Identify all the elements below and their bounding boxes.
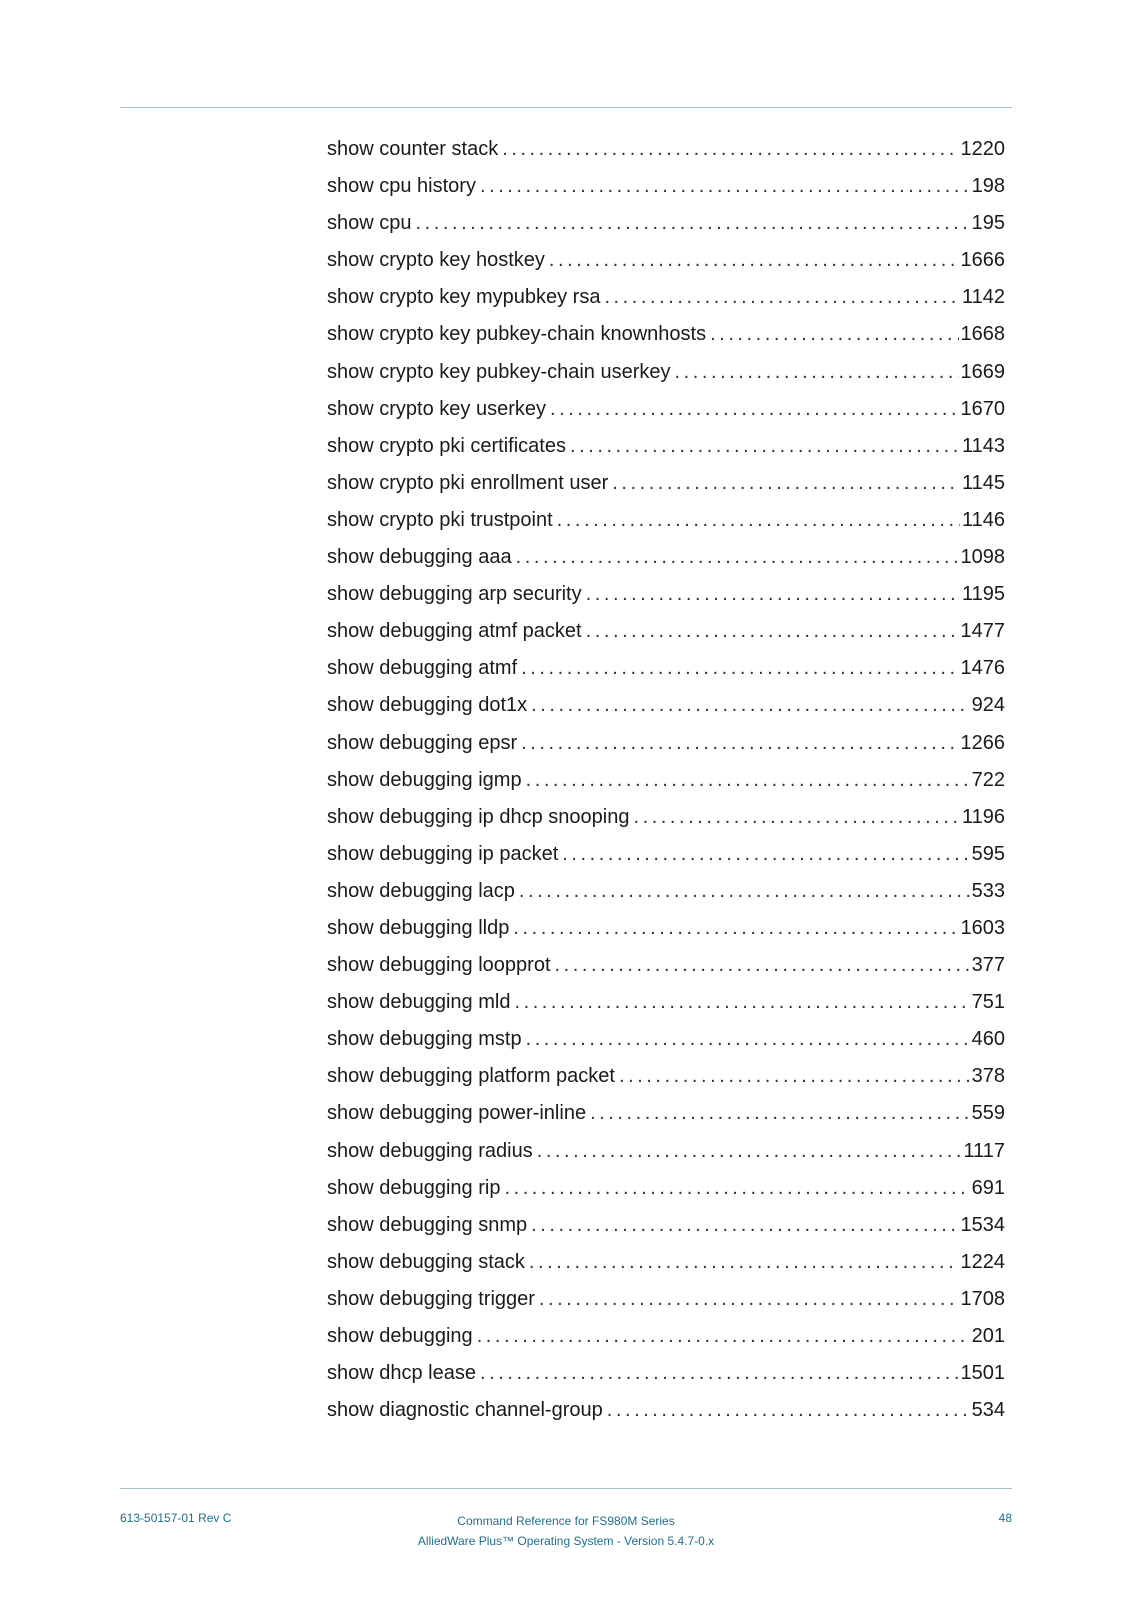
toc-entry-label: show debugging trigger <box>327 1287 535 1310</box>
toc-entry[interactable] <box>327 1392 1005 1429</box>
toc-entry[interactable] <box>327 1318 1005 1355</box>
toc-entry[interactable] <box>327 613 1005 650</box>
toc-dot-leader <box>514 984 969 1021</box>
toc-dot-leader <box>480 1355 959 1392</box>
toc-entry[interactable] <box>327 1244 1005 1281</box>
toc-entry[interactable] <box>327 205 1005 242</box>
toc-entry-page-number: 924 <box>971 694 1005 717</box>
toc-entry[interactable] <box>327 539 1005 576</box>
toc-dot-leader <box>521 725 958 762</box>
toc-entry[interactable] <box>327 947 1005 984</box>
toc-entry[interactable] <box>327 1170 1005 1207</box>
toc-dot-leader <box>480 168 970 205</box>
toc-entry[interactable] <box>327 984 1005 1021</box>
toc-dot-leader <box>519 873 970 910</box>
toc-entry-page-number: 1668 <box>960 323 1005 346</box>
toc-entry[interactable] <box>327 873 1005 910</box>
toc-dot-leader <box>619 1058 970 1095</box>
toc-dot-leader <box>612 465 960 502</box>
toc-entry-label: show debugging epsr <box>327 731 518 754</box>
toc-entry[interactable] <box>327 354 1005 391</box>
toc-entry-page-number: 722 <box>971 768 1005 791</box>
toc-entry[interactable] <box>327 279 1005 316</box>
toc-entry[interactable] <box>327 799 1005 836</box>
toc-entry-label: show debugging platform packet <box>327 1065 615 1088</box>
footer-title-line1: Command Reference for FS980M Series <box>457 1514 675 1528</box>
toc-dot-leader <box>502 131 958 168</box>
toc-entry[interactable] <box>327 725 1005 762</box>
toc-entry[interactable] <box>327 576 1005 613</box>
toc-entry-label: show debugging lacp <box>327 879 515 902</box>
toc-entry-label: show cpu <box>327 212 412 235</box>
toc-dot-leader <box>531 687 969 724</box>
toc-entry-page-number: 1117 <box>963 1139 1005 1162</box>
toc-dot-leader <box>549 242 959 279</box>
toc-entry-label: show debugging igmp <box>327 768 522 791</box>
toc-entry-page-number: 1476 <box>960 657 1005 680</box>
toc-entry-label: show debugging arp security <box>327 583 582 606</box>
toc-entry[interactable] <box>327 1355 1005 1392</box>
toc-entry-label: show crypto key pubkey-chain userkey <box>327 360 671 383</box>
toc-entry-label: show crypto pki certificates <box>327 434 566 457</box>
toc-entry-page-number: 751 <box>971 991 1005 1014</box>
toc-entry-label: show crypto key hostkey <box>327 249 545 272</box>
toc-entry-label: show crypto key mypubkey rsa <box>327 286 601 309</box>
toc-dot-leader <box>570 428 960 465</box>
toc-entry-page-number: 534 <box>971 1399 1005 1422</box>
toc-entry[interactable] <box>327 836 1005 873</box>
toc-entry-label: show debugging dot1x <box>327 694 528 717</box>
toc-entry[interactable] <box>327 242 1005 279</box>
toc-entry-label: show debugging radius <box>327 1139 533 1162</box>
toc-entry-page-number: 201 <box>971 1325 1005 1347</box>
toc-entry-page-number: 1603 <box>960 916 1005 939</box>
toc-dot-leader <box>590 1095 970 1132</box>
toc-entry[interactable] <box>327 428 1005 465</box>
toc-dot-leader <box>526 762 970 799</box>
toc-entry-page-number: 559 <box>971 1102 1005 1125</box>
toc-entry[interactable] <box>327 1058 1005 1095</box>
toc-entry-page-number: 1666 <box>960 249 1005 272</box>
toc-entry-page-number: 377 <box>971 954 1005 977</box>
toc-entry-page-number: 1266 <box>960 731 1005 754</box>
toc-dot-leader <box>416 205 970 242</box>
toc-entry-page-number: 533 <box>971 879 1005 902</box>
toc-entry-page-number: 1224 <box>960 1250 1005 1273</box>
toc-entry[interactable] <box>327 168 1005 205</box>
toc-entry[interactable] <box>327 465 1005 502</box>
toc-entry-label: show debugging rip <box>327 1176 501 1199</box>
toc-entry-label: show debugging power-inline <box>327 1102 587 1125</box>
toc-entry[interactable] <box>327 762 1005 799</box>
toc-dot-leader <box>562 836 969 873</box>
toc-entry-label: show debugging mld <box>327 991 511 1014</box>
toc-entry[interactable] <box>327 1021 1005 1058</box>
toc-entry-label: show debugging stack <box>327 1250 525 1273</box>
toc-entry-label: show debugging snmp <box>327 1213 528 1236</box>
footer-page-number: 48 <box>998 1511 1012 1525</box>
toc-entry[interactable] <box>327 910 1005 947</box>
toc-entry-page-number: 378 <box>971 1065 1005 1088</box>
toc-entry-label: show dhcp lease <box>327 1362 476 1385</box>
toc-entry-page-number: 460 <box>971 1028 1005 1051</box>
toc-entry[interactable] <box>327 650 1005 687</box>
toc-entry-page-number: 1477 <box>960 620 1005 643</box>
toc-dot-leader <box>539 1281 959 1318</box>
toc-dot-leader <box>550 391 959 428</box>
toc-dot-leader <box>557 502 960 539</box>
toc-dot-leader <box>586 576 960 613</box>
toc-dot-leader <box>529 1244 959 1281</box>
toc-entry[interactable] <box>327 1281 1005 1318</box>
toc-entry-label: show cpu history <box>327 175 476 198</box>
toc-dot-leader <box>526 1021 970 1058</box>
toc-entry-page-number: 1534 <box>960 1213 1005 1236</box>
toc-entry-label: show debugging loopprot <box>327 954 551 977</box>
footer-rule <box>120 1488 1012 1489</box>
toc-entry-label: show debugging mstp <box>327 1028 522 1051</box>
toc-entry[interactable] <box>327 687 1005 724</box>
toc-entry[interactable] <box>327 316 1005 353</box>
toc-entry-page-number: 1670 <box>960 397 1005 420</box>
toc-list <box>327 131 1005 1429</box>
toc-dot-leader <box>537 1133 962 1170</box>
toc-entry[interactable] <box>327 502 1005 539</box>
toc-entry-page-number: 1142 <box>961 286 1005 309</box>
toc-entry-page-number: 1195 <box>961 583 1005 606</box>
toc-entry-page-number: 1145 <box>961 471 1005 494</box>
toc-entry-label: show crypto pki trustpoint <box>327 508 553 531</box>
toc-entry-label: show debugging lldp <box>327 916 510 939</box>
toc-dot-leader <box>633 799 960 836</box>
toc-dot-leader <box>516 539 959 576</box>
toc-entry-page-number: 1669 <box>960 360 1005 383</box>
toc-entry-page-number: 1220 <box>960 138 1005 160</box>
toc-entry-page-number: 198 <box>971 175 1005 198</box>
toc-entry-page-number: 1098 <box>960 546 1005 569</box>
toc-entry-label: show crypto pki enrollment user <box>327 471 609 494</box>
toc-entry-page-number: 1501 <box>960 1362 1005 1385</box>
toc-entry-label: show crypto key pubkey-chain knownhosts <box>327 323 707 346</box>
footer-doc-number: 613-50157-01 Rev C <box>120 1511 232 1525</box>
toc-entry[interactable] <box>327 1207 1005 1244</box>
toc-dot-leader <box>504 1170 969 1207</box>
toc-entry-page-number: 195 <box>971 212 1005 235</box>
toc-entry[interactable] <box>327 131 1005 168</box>
toc-entry-label: show debugging atmf <box>327 657 518 680</box>
toc-entry[interactable] <box>327 391 1005 428</box>
toc-dot-leader <box>513 910 958 947</box>
toc-entry-label: show debugging ip packet <box>327 842 559 865</box>
toc-entry-page-number: 595 <box>971 842 1005 865</box>
footer-title <box>366 1511 766 1551</box>
footer-title-line2: AlliedWare Plus™ Operating System - Version 5.4.7-0.x <box>417 1534 715 1548</box>
toc-dot-leader <box>521 650 958 687</box>
toc-entry-label: show debugging aaa <box>327 546 512 569</box>
toc-entry-label: show crypto key userkey <box>327 397 546 420</box>
toc-dot-leader <box>604 279 960 316</box>
toc-dot-leader <box>531 1207 958 1244</box>
toc-entry-label: show debugging <box>327 1325 473 1347</box>
toc-entry[interactable] <box>327 1133 1005 1170</box>
toc-entry-label: show debugging atmf packet <box>327 620 582 643</box>
toc-dot-leader <box>477 1318 970 1355</box>
toc-dot-leader <box>710 316 958 353</box>
toc-dot-leader <box>675 354 959 391</box>
toc-entry-page-number: 1143 <box>961 434 1005 457</box>
toc-dot-leader <box>555 947 970 984</box>
toc-entry[interactable] <box>327 1095 1005 1132</box>
toc-entry-label: show debugging ip dhcp snooping <box>327 805 630 828</box>
header-rule <box>120 107 1012 108</box>
toc-entry-page-number: 1196 <box>961 805 1005 828</box>
toc-entry-page-number: 1146 <box>961 508 1005 531</box>
toc-entry-page-number: 691 <box>971 1176 1005 1199</box>
toc-entry-label: show counter stack <box>327 138 499 160</box>
toc-entry-label: show diagnostic channel-group <box>327 1399 603 1422</box>
toc-dot-leader <box>607 1392 970 1429</box>
toc-entry-page-number: 1708 <box>960 1287 1005 1310</box>
toc-dot-leader <box>586 613 959 650</box>
